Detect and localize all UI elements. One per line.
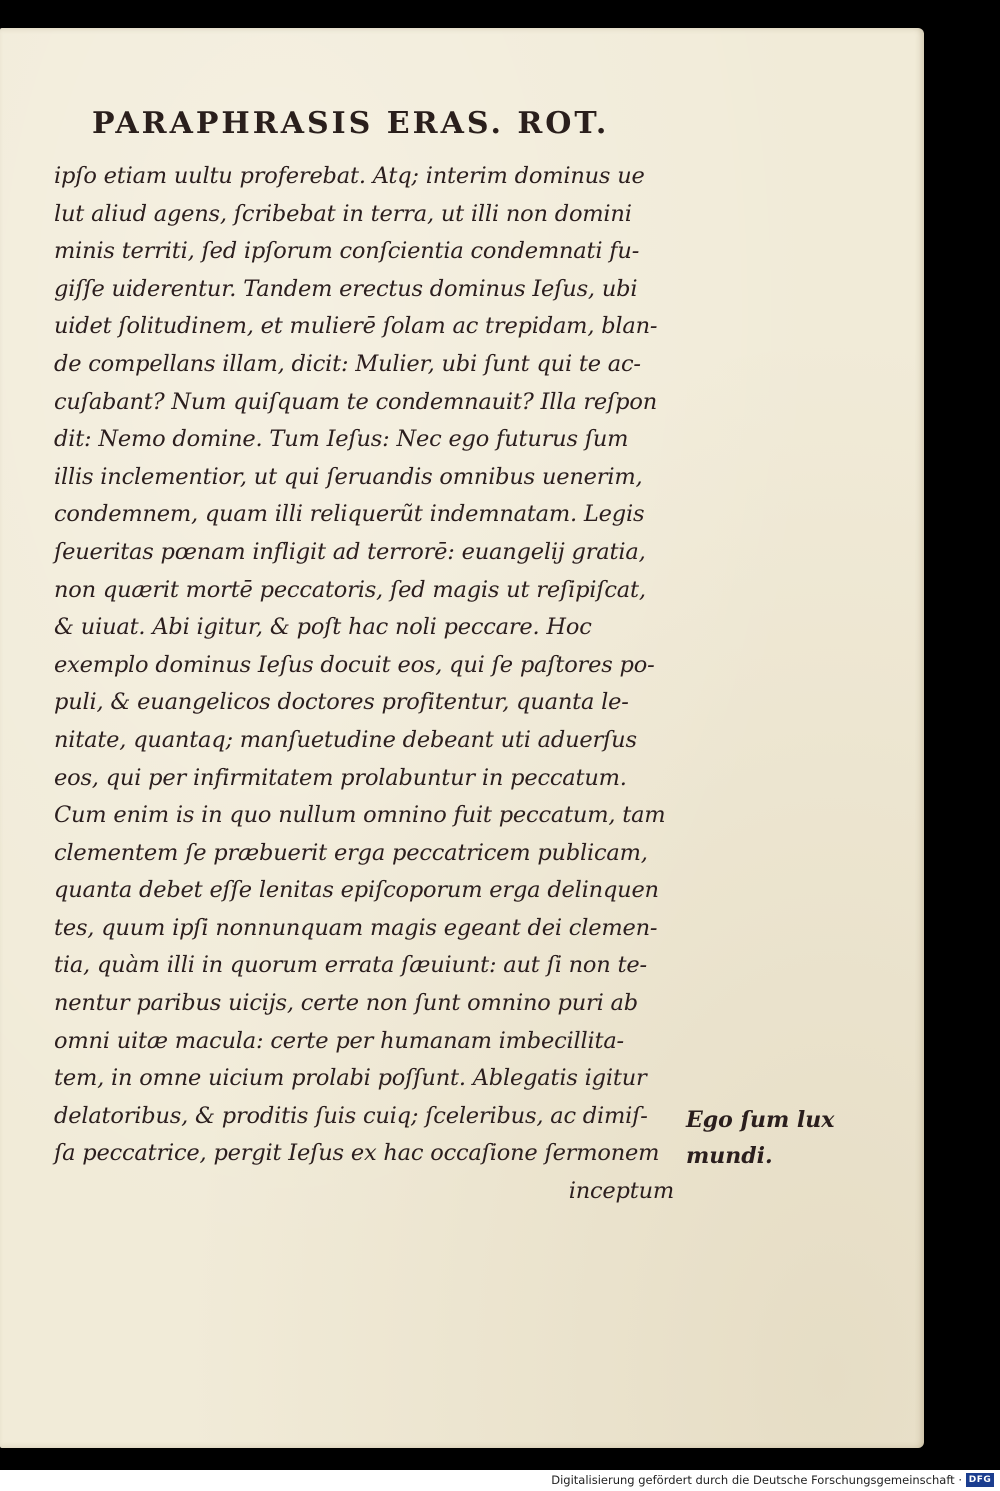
funding-credit: Digitalisierung gefördert durch die Deutsche Forschungsgemeinschaft · [551,1473,962,1487]
dfg-logo-icon: DFG [966,1473,994,1487]
book-page [0,28,924,1448]
text-line: exemplo dominus Ieſus docuit eos, qui ſe paſtores po- [54,651,655,678]
text-line: nentur paribus uicijs, certe non ſunt omnino puri ab [54,990,638,1017]
text-line: dit: Nemo domine. Tum Ieſus: Nec ego futurus ſum [54,426,629,453]
text-line: clementem ſe præbuerit erga peccatricem publicam, [54,839,648,866]
text-line: tes, quum ipſi nonnunquam magis egeant dei clemen- [54,914,658,941]
text-line: delatoribus, & proditis ſuis cuiq; ſceleribus, ac dimiſ- [54,1102,648,1129]
text-line: de compellans illam, dicit: Mulier, ubi ſunt qui te ac- [54,350,641,377]
text-line: nitate, quantaq; manſuetudine debeant uti aduerſus [54,726,637,753]
running-head: PARAPHRASIS ERAS. ROT. [92,106,610,141]
text-line: cuſabant? Num quiſquam te condemnauit? Illa reſpon [54,388,658,415]
marginal-note-line: mundi. [686,1143,773,1169]
text-line: condemnem, quam illi reliquerũt indemnatam. Legis [54,501,645,528]
text-line: eos, qui per infirmitatem prolabuntur in peccatum. [54,764,627,791]
text-line: quanta debet eſſe lenitas epiſcoporum erga delinquen [54,877,659,904]
text-line: ipſo etiam uultu proferebat. Atq; interim dominus ue [54,163,645,189]
footer-bar [0,1470,1000,1491]
text-line: omni uitæ macula: certe per humanam imbecillita- [54,1027,624,1054]
text-line: Cum enim is in quo nullum omnino fuit peccatum, tam [54,802,666,829]
catchword: inceptum [568,1178,674,1205]
body-text [54,158,694,1211]
text-line: ſa peccatrice, pergit Ieſus ex hac occaſione ſermonem [54,1140,660,1167]
text-line: giſſe uiderentur. Tandem erectus dominus Ieſus, ubi [54,275,638,302]
text-line: uidet ſolitudinem, et mulierē ſolam ac trepidam, blan- [54,313,658,340]
text-line: minis territi, ſed ipſorum conſcientia condemnati fu- [54,238,640,265]
text-line: tem, in omne uicium prolabi poſſunt. Ablegatis igitur [54,1065,647,1092]
marginal-note-line: Ego ſum lux [686,1107,835,1133]
text-line: lut aliud agens, ſcribebat in terra, ut illi non domini [54,200,632,227]
text-line: illis inclementior, ut qui ſeruandis omnibus uenerim, [54,463,643,490]
text-line: tia, quàm illi in quorum errata ſæuiunt: aut ſi non te- [54,952,647,979]
marginal-note [686,1102,834,1174]
text-line: puli, & euangelicos doctores profitentur, quanta le- [54,689,629,716]
text-line: ſeueritas pœnam infligit ad terrorē: euangelij gratia, [54,538,646,565]
text-line: & uiuat. Abi igitur, & poſt hac noli peccare. Hoc [54,614,592,641]
text-line: non quærit mortē peccatoris, ſed magis ut reſipiſcat, [54,576,646,603]
